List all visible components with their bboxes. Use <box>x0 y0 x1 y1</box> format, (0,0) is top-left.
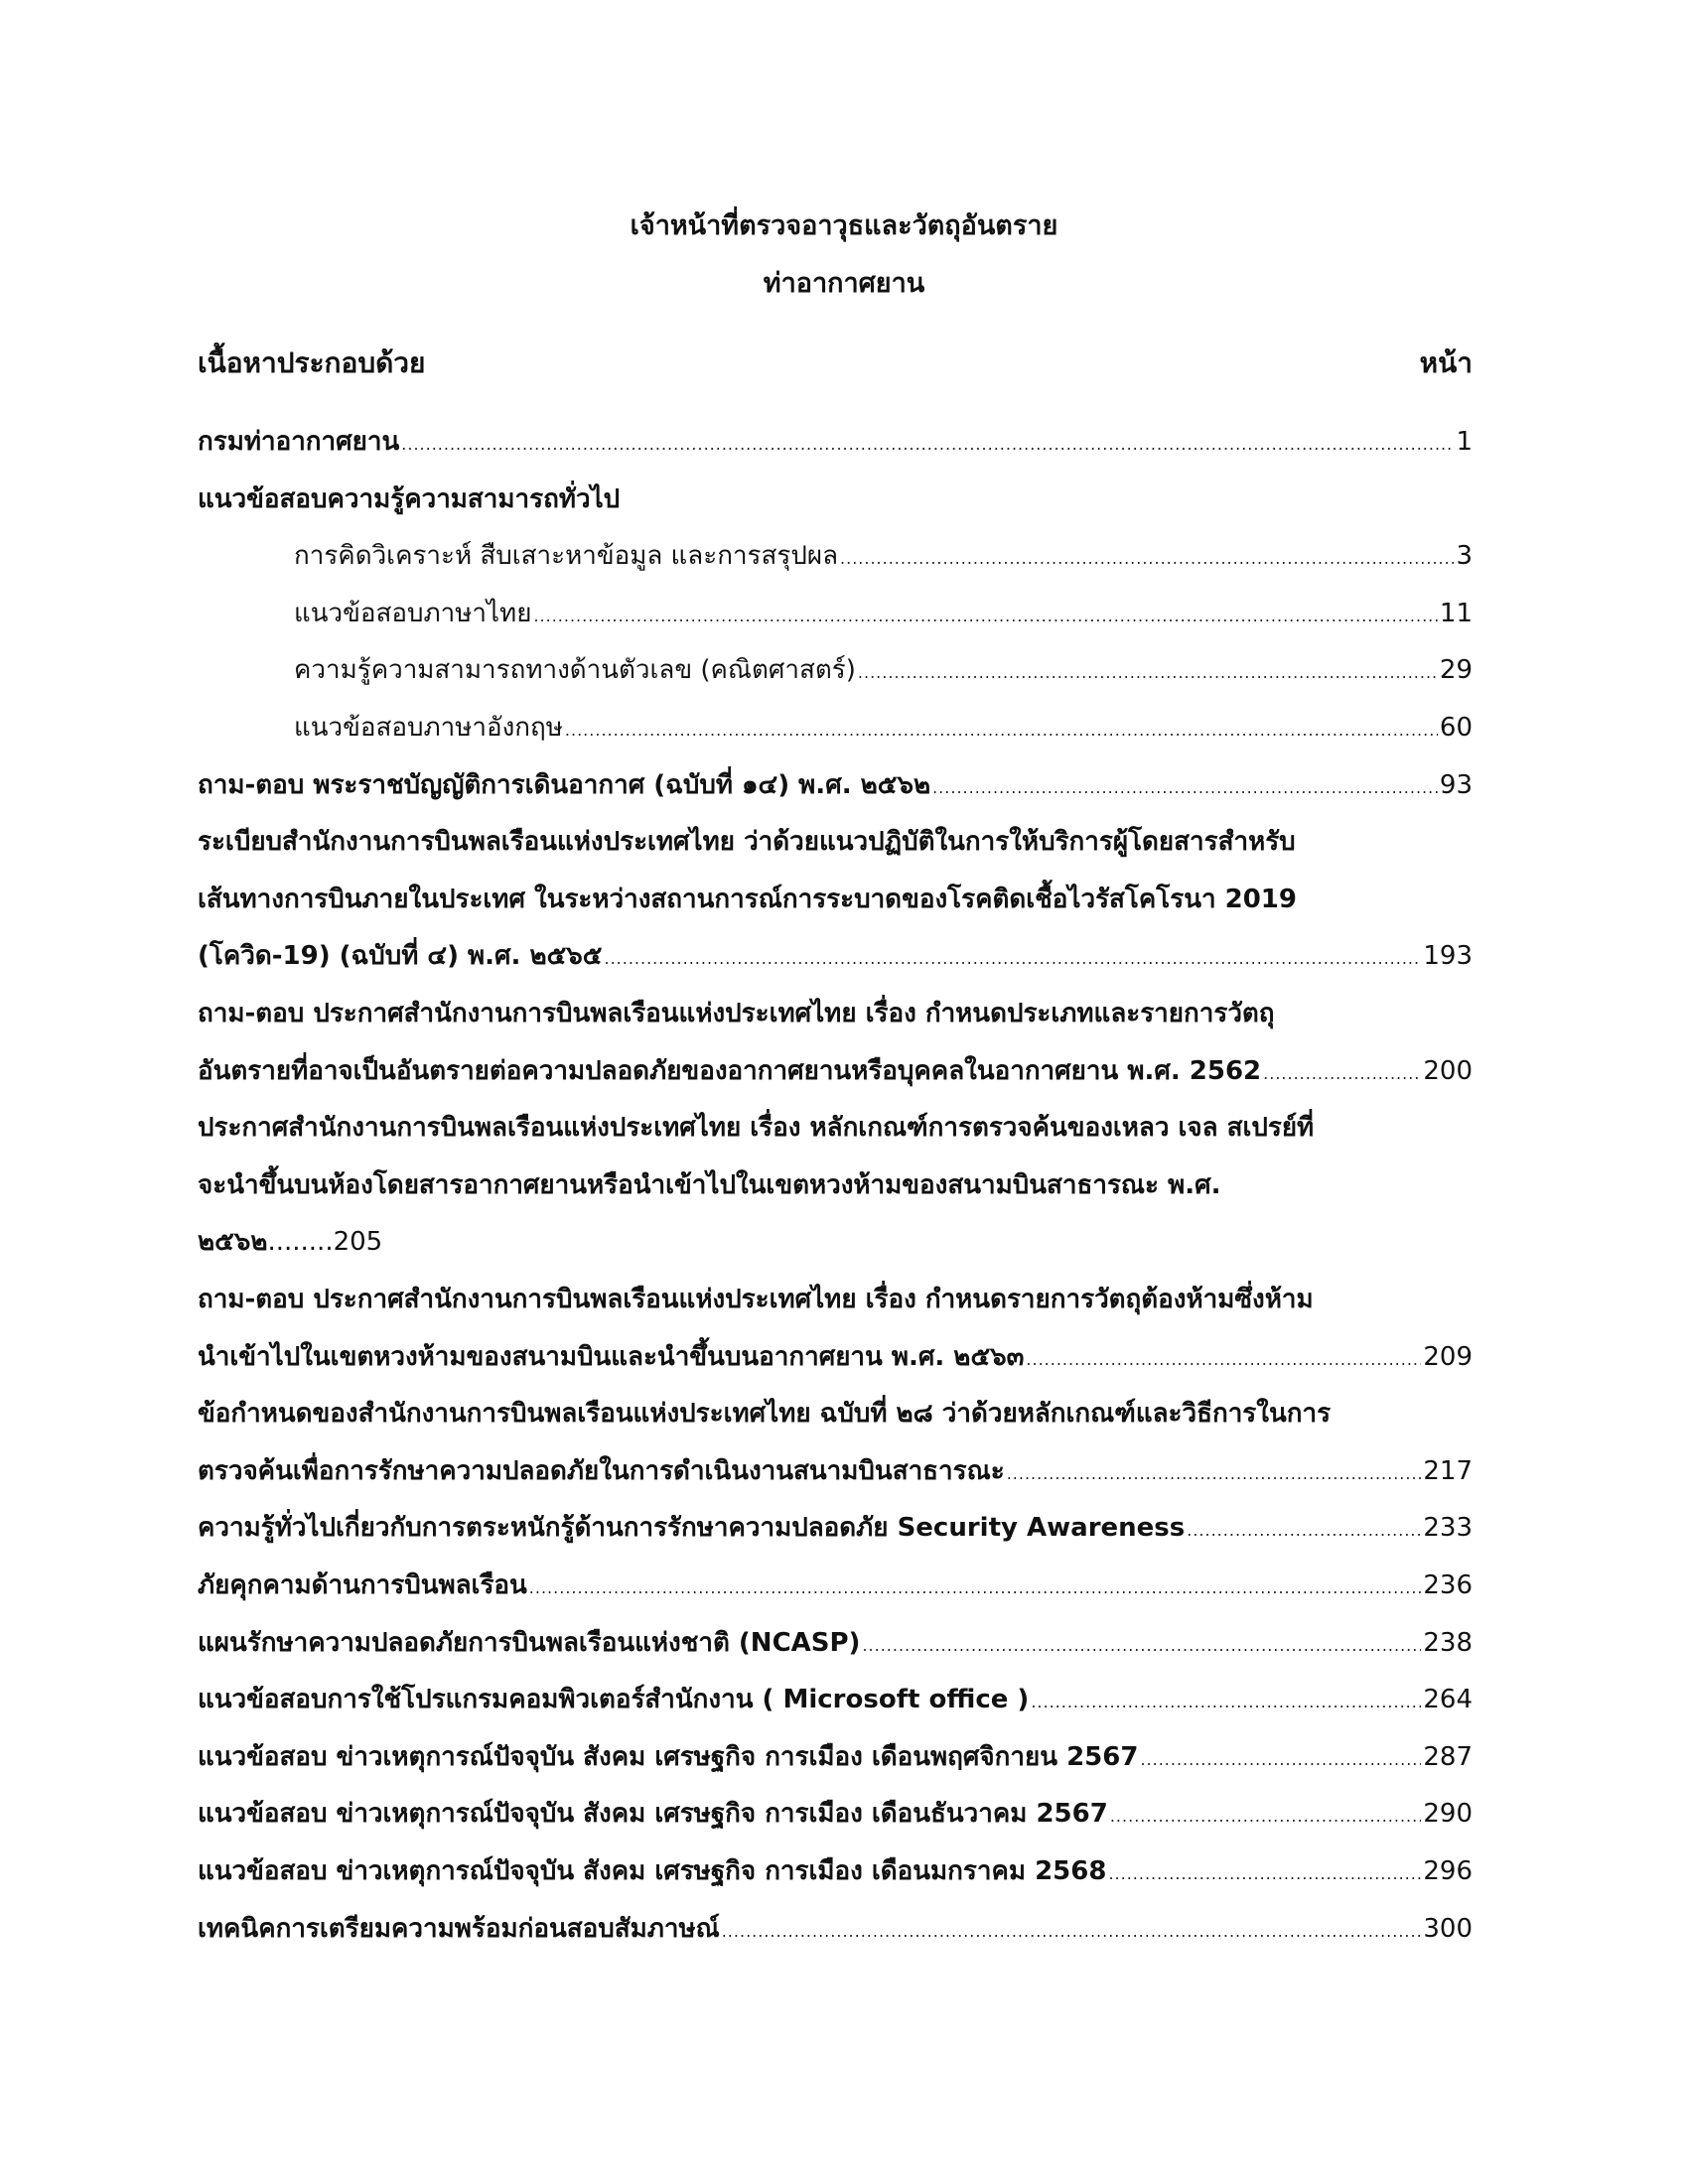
toc-entry <box>198 1221 1473 1261</box>
dot-leader <box>1031 1693 1421 1711</box>
toc-page-number: ........205 <box>267 1227 383 1258</box>
document-title: เจ้าหน้าที่ตรวจอาวุธและวัตถุอันตราย <box>630 210 1058 241</box>
toc-entry-title: แนวข้อสอบ ข่าวเหตุการณ์ปัจจุบัน สังคม เศรษฐกิจ การเมือง เดือนพฤศจิกายน 2567 <box>198 1741 1139 1772</box>
toc-entry-title: ภัยคุกคามด้านการบินพลเรือน <box>198 1570 527 1600</box>
toc-entry <box>198 1850 1473 1890</box>
toc-entry-title: จะนำขึ้นบนห้องโดยสารอากาศยานหรือนำเข้าไปในเขตหวงห้ามของสนามบินสาธารณะ พ.ศ. <box>198 1169 1221 1200</box>
toc-entry <box>198 1679 1473 1718</box>
toc-entry <box>198 1622 1473 1662</box>
dot-leader <box>862 1636 1421 1655</box>
toc-entry-title: แนวข้อสอบภาษาไทย <box>294 598 532 628</box>
toc-entry <box>198 478 1473 518</box>
toc-entry-title: เส้นทางการบินภายในประเทศ ในระหว่างสถานการณ์การระบาดของโรคติดเชื้อไวรัสโคโรนา 2019 <box>198 884 1297 914</box>
dot-leader <box>840 549 1454 568</box>
toc-page-number: 238 <box>1423 1627 1473 1658</box>
toc-page-number: 29 <box>1439 655 1473 686</box>
dot-leader <box>932 778 1438 797</box>
toc-entry <box>198 1164 1473 1204</box>
toc-entry-title: ประกาศสำนักงานการบินพลเรือนแห่งประเทศไทย เรื่อง หลักเกณฑ์การตรวจค้นของเหลว เจล สเปรย์ที่ <box>198 1113 1315 1144</box>
dot-leader <box>604 949 1421 968</box>
toc-page-number: 3 <box>1456 541 1473 572</box>
toc-entry-title: ๒๕๖๒ <box>198 1227 268 1258</box>
toc-entry-title: นำเข้าไปในเขตหวงห้ามของสนามบินและนำขึ้นบนอากาศยาน พ.ศ. ๒๕๖๓ <box>198 1341 1025 1372</box>
toc-entry-title: แผนรักษาความปลอดภัยการบินพลเรือนแห่งชาติ (NCASP) <box>198 1627 861 1658</box>
toc-entry <box>294 707 1473 747</box>
toc-entry-title: การคิดวิเคราะห์ สืบเสาะหาข้อมูล และการสรุปผล <box>294 541 839 572</box>
toc-entry <box>198 421 1473 461</box>
toc-page-number: 209 <box>1423 1341 1473 1372</box>
toc-entry-title: แนวข้อสอบ ข่าวเหตุการณ์ปัจจุบัน สังคม เศรษฐกิจ การเมือง เดือนธันวาคม 2567 <box>198 1799 1108 1830</box>
toc-entry <box>294 593 1473 632</box>
toc-entry <box>198 1507 1473 1547</box>
toc-entry <box>198 821 1473 861</box>
toc-page-number: 93 <box>1439 769 1473 800</box>
toc-entry-title: (โควิด-19) (ฉบับที่ ๔) พ.ศ. ๒๕๖๕ <box>198 941 603 972</box>
toc-entry <box>198 1736 1473 1776</box>
toc-entry <box>198 764 1473 804</box>
toc-page-number: 217 <box>1423 1455 1473 1486</box>
toc-entry <box>198 879 1473 918</box>
toc-entry-title: ความรู้ทั่วไปเกี่ยวกับการตระหนักรู้ด้านการรักษาความปลอดภัย Security Awareness <box>198 1513 1186 1544</box>
toc-entry <box>198 1793 1473 1833</box>
toc-entry-title: แนวข้อสอบการใช้โปรแกรมคอมพิวเตอร์สำนักงาน ( Microsoft office ) <box>198 1685 1030 1715</box>
toc-entry <box>294 649 1473 689</box>
toc-page-number: 300 <box>1423 1913 1473 1944</box>
contents-heading: เนื้อหาประกอบด้วย <box>198 346 426 379</box>
page-column-heading: หน้า <box>1419 346 1473 379</box>
toc-entry-title: ข้อกำหนดของสำนักงานการบินพลเรือนแห่งประเทศไทย ฉบับที่ ๒๘ ว่าด้วยหลักเกณฑ์และวิธีการในการ <box>198 1399 1332 1430</box>
toc-page-number: 193 <box>1423 941 1473 972</box>
toc-page-number: 11 <box>1439 598 1473 628</box>
toc-entry-title: แนวข้อสอบภาษาอังกฤษ <box>294 713 563 743</box>
dot-leader <box>565 721 1438 740</box>
toc-entry <box>198 993 1473 1032</box>
toc-entry <box>198 1107 1473 1147</box>
dot-leader <box>858 663 1438 682</box>
toc-entry <box>198 1336 1473 1376</box>
toc-entry <box>198 1393 1473 1433</box>
toc-entry-title: ถาม-ตอบ พระราชบัญญัติการเดินอากาศ (ฉบับที่ ๑๔) พ.ศ. ๒๕๖๒ <box>198 769 931 800</box>
dot-leader <box>1110 1807 1422 1826</box>
toc-entry-title: ถาม-ตอบ ประกาศสำนักงานการบินพลเรือนแห่งประเทศไทย เรื่อง กำหนดประเภทและรายการวัตถุ <box>198 999 1275 1028</box>
dot-leader <box>533 607 1437 625</box>
dot-leader <box>1187 1521 1421 1540</box>
toc-entry-title: แนวข้อสอบความรู้ความสามารถทั่วไป <box>198 483 621 514</box>
toc-entry-title: ความรู้ความสามารถทางด้านตัวเลข (คณิตศาสตร์) <box>294 655 856 686</box>
document-subtitle: ท่าอากาศยาน <box>763 268 925 299</box>
toc-entry-title: แนวข้อสอบ ข่าวเหตุการณ์ปัจจุบัน สังคม เศรษฐกิจ การเมือง เดือนมกราคม 2568 <box>198 1856 1107 1886</box>
toc-page-number: 264 <box>1423 1685 1473 1715</box>
toc-page-number: 233 <box>1423 1513 1473 1544</box>
dot-leader <box>1108 1864 1421 1883</box>
toc-entry-title: ตรวจค้นเพื่อการรักษาความปลอดภัยในการดำเนินงานสนามบินสาธารณะ <box>198 1455 1005 1486</box>
dot-leader <box>401 435 1454 454</box>
toc-entry <box>198 1565 1473 1604</box>
toc-entry-title: ถาม-ตอบ ประกาศสำนักงานการบินพลเรือนแห่งประเทศไทย เรื่อง กำหนดรายการวัตถุต้องห้ามซึ่งห้าม <box>198 1285 1314 1314</box>
toc-entry <box>198 1279 1473 1318</box>
toc-page-number: 60 <box>1439 713 1473 743</box>
toc-entry <box>198 1050 1473 1090</box>
dot-leader <box>529 1578 1422 1597</box>
toc-entry <box>198 1450 1473 1490</box>
dot-leader <box>1007 1464 1422 1483</box>
dot-leader <box>722 1922 1422 1941</box>
toc-page-number: 236 <box>1423 1570 1473 1600</box>
dot-leader <box>1263 1064 1421 1083</box>
toc-entry-title: กรมท่าอากาศยาน <box>198 427 400 457</box>
toc-page-number: 290 <box>1423 1799 1473 1830</box>
toc-entry-title: เทคนิคการเตรียมความพร้อมก่อนสอบสัมภาษณ์ <box>198 1913 720 1944</box>
toc-entry-title: ระเบียบสำนักงานการบินพลเรือนแห่งประเทศไทย ว่าด้วยแนวปฏิบัติในการให้บริการผู้โดยสารสำหรับ <box>198 827 1296 858</box>
dot-leader <box>1026 1350 1421 1369</box>
toc-page-number: 1 <box>1456 427 1473 457</box>
toc-entry <box>294 535 1473 575</box>
toc-entry <box>198 1908 1473 1948</box>
toc-entry-title: อันตรายที่อาจเป็นอันตรายต่อความปลอดภัยของอากาศยานหรือบุคคลในอากาศยาน พ.ศ. 2562 <box>198 1055 1262 1086</box>
toc-page-number: 200 <box>1423 1055 1473 1086</box>
toc-page-number: 296 <box>1423 1856 1473 1886</box>
toc-page-number: 287 <box>1423 1741 1473 1772</box>
dot-leader <box>1140 1750 1421 1769</box>
toc-entry <box>198 935 1473 975</box>
